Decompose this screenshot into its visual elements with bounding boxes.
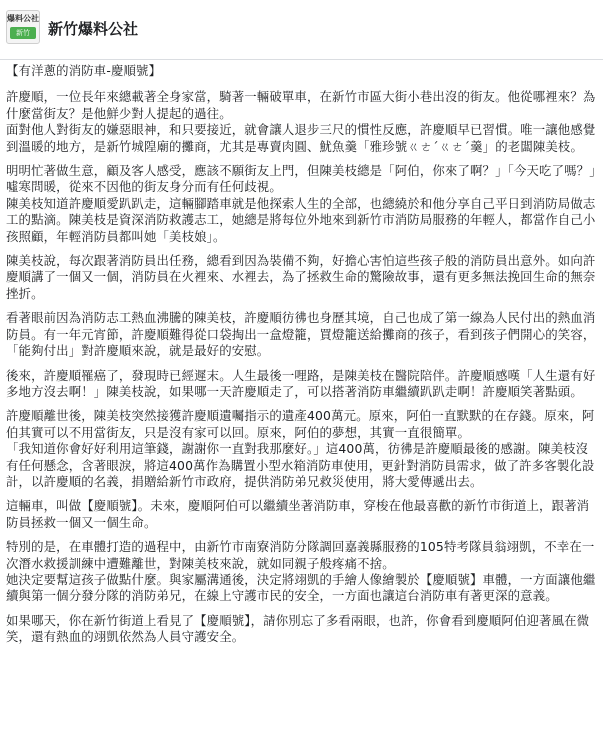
- post-paragraph: 看著眼前因為消防志工熱血沸騰的陳美枝，許慶順彷彿也身歷其境，自己也成了第一線為人民付出的熱血消防員。有一年元宵節，許慶順難得從口袋掏出一盒燈籠，買燈籠送給攤商的孩子，看到孩子們開心的笑容，「能夠付出」對許慶順來說，就是最好的安慰。: [6, 310, 596, 359]
- post-title: 【有洋蔥的消防車-慶順號】: [6, 63, 162, 78]
- post-paragraph: 許慶順離世後，陳美枝突然接獲許慶順遺囑指示的遺產400萬元。原來，阿伯一直默默的在存錢。原來，阿伯其實可以不用當街友，只是沒有家可以回。原來，阿伯的夢想，其實一直很簡單。 「我知道你會好好利用這筆錢，謝謝你一直對我那麼好。」這400萬，彷彿是許慶順最後的感謝。陳美枝沒有任何懸念，含著眼淚，將這400萬作為購置小型水箱消防車使用，更針對消防員需求，做了許多客製化設計，以許慶順的名義，捐贈給新竹市政府，提供消防弟兄救災使用，將大愛傳遞出去。: [6, 408, 595, 489]
- post-paragraph: 這輛車，叫做【慶順號】。未來，慶順阿伯可以繼續坐著消防車，穿梭在他最喜歡的新竹市街道上，跟著消防員拯救一個又一個生命。: [6, 498, 590, 530]
- page-avatar[interactable]: [6, 10, 40, 44]
- post-paragraph: 後來，許慶順罹癌了，發現時已經遲末。人生最後一哩路，是陳美枝在醫院陪伴。許慶順感嘆「人生還有好多地方沒去啊！」陳美枝說，如果哪一天許慶順走了，可以搭著消防車繼續趴趴走啊！許慶順笑著點頭。: [6, 367, 596, 399]
- post-paragraph: 明明忙著做生意，顧及客人感受，應該不願街友上門，但陳美枝總是「阿伯，你來了啊？」「今天吃了嗎？」噓寒問暖，從來不因他的街友身分而有任何歧視。 陳美枝知道許慶順愛趴趴走，這輛腳踏車就是他探索人生的全部，也總繞於和他分享自己平日到消防局做志工的點滴。陳美枝是資深消防救護志工，她總是將每位外地來到新竹市消防局服務的年輕人，都當作自己小孩照顧，年輕消防員都叫她「美枝娘」。: [6, 163, 596, 244]
- post-paragraph: 如果哪天，你在新竹街道上看見了【慶順號】，請你別忘了多看兩眼，也許，你會看到慶順阿伯迎著風在微笑，還有熱血的翊凱依然為人員守護安全。: [6, 612, 590, 645]
- post-paragraph: 陳美枝說，每次跟著消防員出任務，總看到因為裝備不夠，好擔心害怕這些孩子般的消防員出意外。如向許慶順講了一個又一個，消防員在火裡來、水裡去，為了拯救生命的驚險故事，還有更多無法挽回生命的無奈挫折。: [6, 253, 596, 301]
- avatar-logo-text: 爆料公社: [7, 14, 39, 23]
- post-paragraph: 特別的是，在車體打造的過程中，由新竹市南寮消防分隊調回嘉義縣服務的105特考隊員翁翊凱，不幸在一次潛水救援訓練中遭難離世，對陳美枝來說，就如同親子般疼痛不捨。 她決定要幫這孩子做點什麼。與家屬溝通後，決定將翊凱的手繪人像繪製於【慶順號】車體，一方面讓他繼續與第一個分發分隊的消防弟兄，在線上守護市民的安全，一方面也讓這台消防車有著更深的意義。: [6, 539, 596, 604]
- post-paragraph: 許慶順，一位長年來總載著全身家當，騎著一輛破單車，在新竹市區大街小巷出沒的街友。他從哪裡來？為什麼當街友？是他鮮少對人提起的過往。 面對他人對街友的嫌惡眼神，和只要接近，就會讓人退步三尺的慣性反應，許慶順早已習慣。唯一讓他感覺到溫暖的地方，是新竹城隍廟的攤商，尤其是專賣肉圓、魷魚羹「雅珍號ㄍㄜˊㄍㄜˊ羹」的老闆陳美枝。: [6, 89, 596, 154]
- avatar-logo-badge: 新竹: [10, 27, 36, 39]
- page-name-link[interactable]: 新竹爆料公社: [48, 20, 139, 38]
- post-header: [0, 0, 603, 60]
- post-body: [6, 63, 596, 654]
